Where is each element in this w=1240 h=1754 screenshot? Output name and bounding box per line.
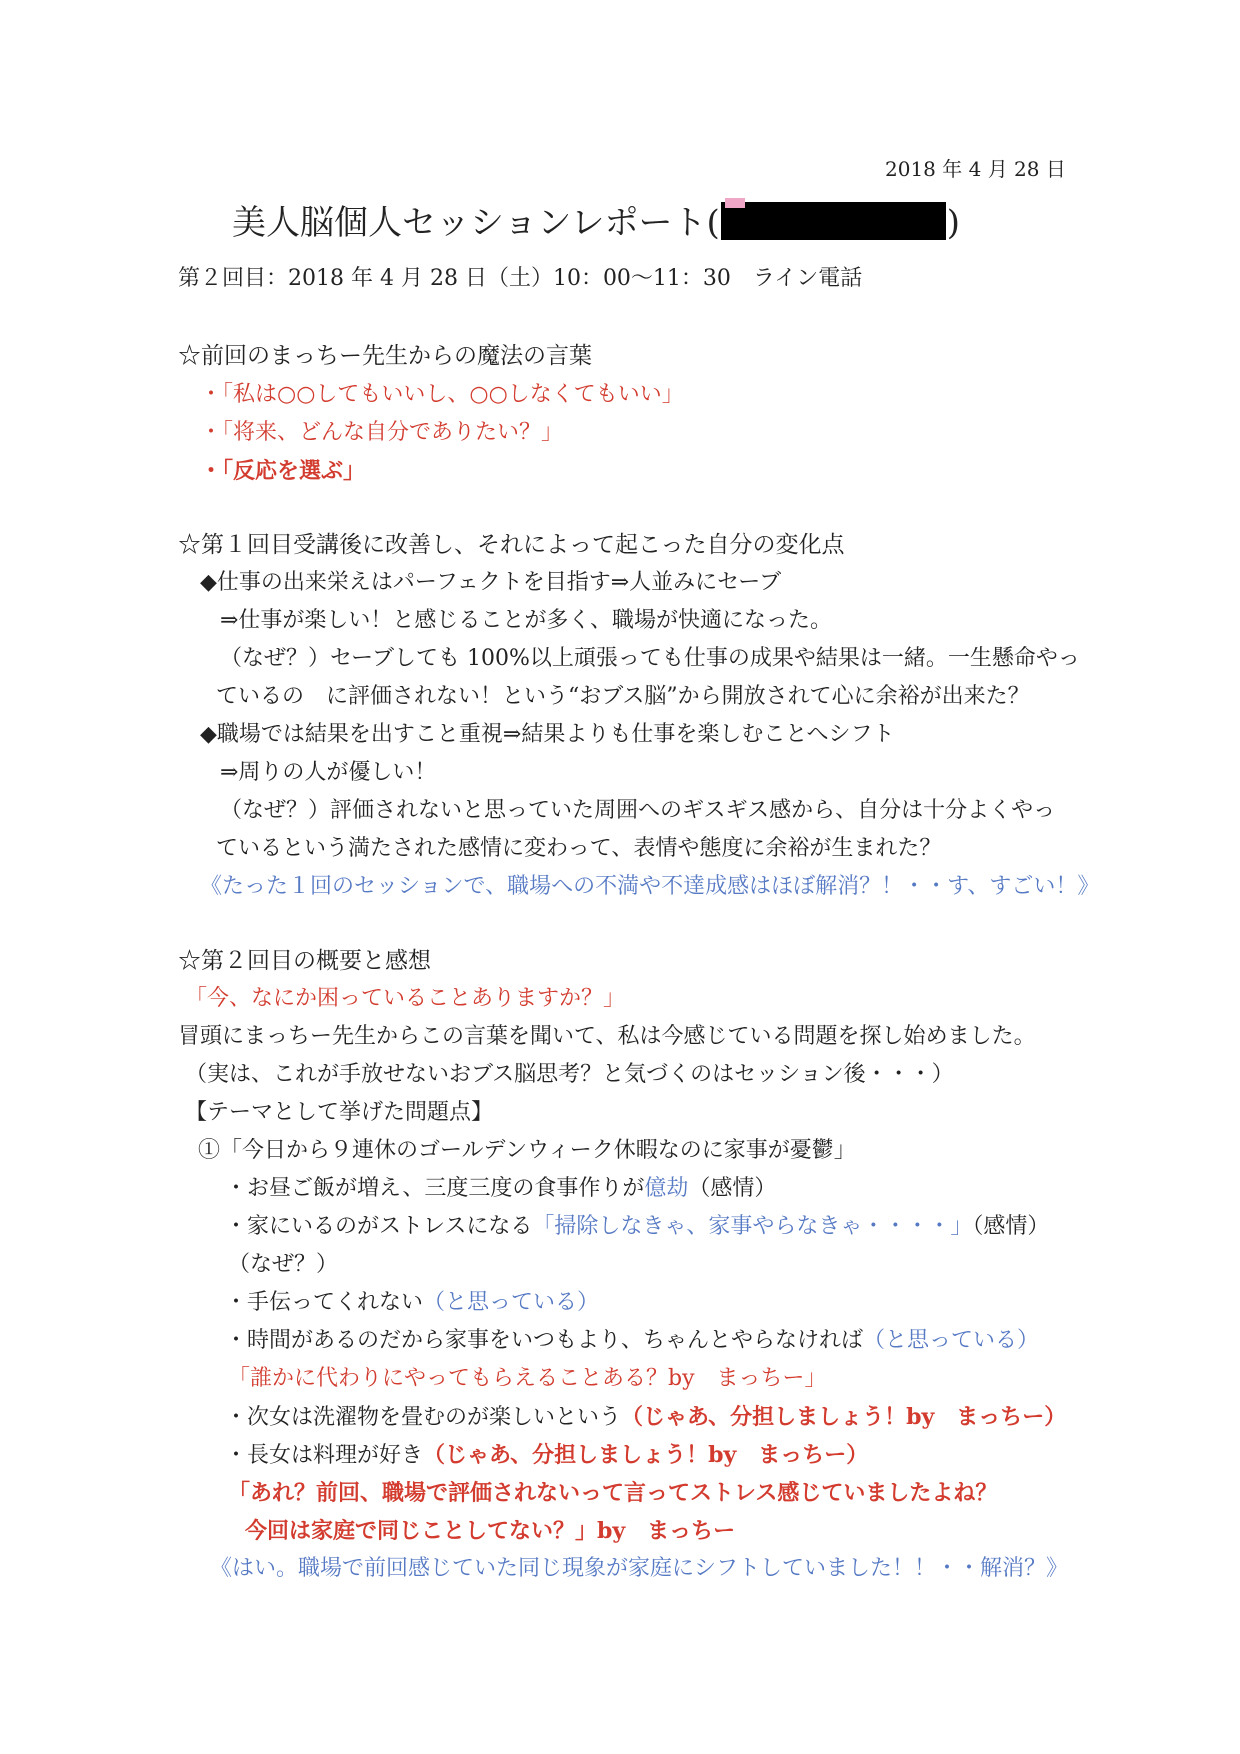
magic-word-3: ・「反応を選ぶ」 [200,458,366,484]
bullet-text: ・時間があるのだから家事をいつもより、ちゃんとやらなければ [225,1328,864,1353]
change-reason-1b: ているの に評価されない！という“おブス脳”から開放されて心に余裕が出来た？ [216,684,1030,709]
theme-heading: 【テーマとして挙げた問題点】 [185,1100,494,1125]
magic-word-1: ・「私は○○してもいいし、○○しなくてもいい」 [200,382,684,407]
problem-bullet-5 [225,1402,1066,1433]
problem-bullet-6 [225,1440,868,1471]
bullet-text: ・長女は料理が好き [225,1443,424,1468]
change-reason-1a: （なぜ？）セーブしても 100%以上頑張っても仕事の成果や結果は一緒。一生懸命やっ [220,646,1080,671]
problem-1: ①「今日から９連休のゴールデンウィーク休暇なのに家事が憂鬱」 [198,1138,856,1163]
problem-bullet-1 [225,1174,776,1204]
change-result-1: ⇒仕事が楽しい！と感じることが多く、職場が快適になった。 [220,608,832,633]
section2-heading: ☆第１回目受講後に改善し、それによって起こった自分の変化点 [178,532,845,558]
change-result-2: ⇒周りの人が優しい！ [220,760,437,785]
title-close-paren: ) [946,203,961,243]
why-label: （なぜ？） [228,1252,339,1277]
section2-comment: 《たった１回のセッションで、職場への不満や不達成感はほぼ解消？！・・す、すごい！》 [200,874,1100,899]
change-reason-2b: ているという満たされた感情に変わって、表情や態度に余裕が生まれた？ [216,836,942,861]
title-text: 美人脳個人セッションレポート [232,203,707,243]
bullet-emphasis: （と思っている） [863,1328,1040,1353]
report-date: 2018 年 4 月 28 日 [885,157,1066,181]
bullet-text: ・お昼ご飯が増え、三度三度の食事作りが [225,1176,645,1201]
question-2: 「誰かに代わりにやってもらえることある？by まっちー」 [228,1366,827,1391]
section1-heading: ☆前回のまっちー先生からの魔法の言葉 [178,343,592,369]
aside-text: （実は、これが手放せないおブス脳思考？と気づくのはセッション後・・・） [185,1062,954,1087]
opening-question: 「今、なにか困っていることありますか？」 [185,986,626,1011]
bullet-note: （感情） [688,1176,777,1201]
problem-bullet-2 [225,1212,1049,1242]
question-3-line1: 「あれ？前回、職場で評価されないって言ってストレス感じていましたよね？ [228,1480,998,1506]
bullet-emphasis: （じゃあ、分担しましょう！by まっちー） [621,1404,1067,1430]
problem-bullet-3 [225,1288,599,1318]
section3-heading: ☆第２回目の概要と感想 [178,948,431,974]
problem-bullet-4 [225,1326,1039,1356]
bullet-emphasis: 億劫 [644,1176,689,1201]
intro-text: 冒頭にまっちー先生からこの言葉を聞いて、私は今感じている問題を探し始めました。 [178,1024,1036,1049]
change-point-2: ◆職場では結果を出すこと重視⇒結果よりも仕事を楽しむことへシフト [200,722,895,747]
redaction-mark [725,198,745,208]
bullet-text: ・家にいるのがストレスになる [225,1214,533,1239]
bullet-note: （感情） [972,1214,1050,1239]
session-info: 第２回目：2018 年 4 月 28 日（土）10：00〜11：30 ライン電話 [178,266,863,291]
question-3-line2: 今回は家庭で同じことしてない？」by まっちー [245,1518,736,1544]
change-point-1: ◆仕事の出来栄えはパーフェクトを目指す⇒人並みにセーブ [200,570,782,595]
bullet-text: ・手伝ってくれない [225,1290,424,1315]
redacted-name [721,202,946,240]
section3-comment: 《はい。職場で前回感じていた同じ現象が家庭にシフトしていました！！・・解消？》 [210,1556,1069,1581]
bullet-text: ・次女は洗濯物を畳むのが楽しいという [225,1405,622,1430]
page-title [232,200,960,246]
bullet-emphasis: 「掃除しなきゃ、家事やらなきゃ・・・・」 [532,1214,973,1239]
bullet-emphasis: （と思っている） [423,1290,600,1315]
title-open-paren: ( [706,203,720,243]
change-reason-2a: （なぜ？）評価されないと思っていた周囲へのギスギス感から、自分は十分よくやっ [220,798,1056,823]
bullet-emphasis: （じゃあ、分担しましょう！by まっちー） [423,1442,869,1468]
magic-word-2: ・「将来、どんな自分でありたい？」 [200,420,564,445]
